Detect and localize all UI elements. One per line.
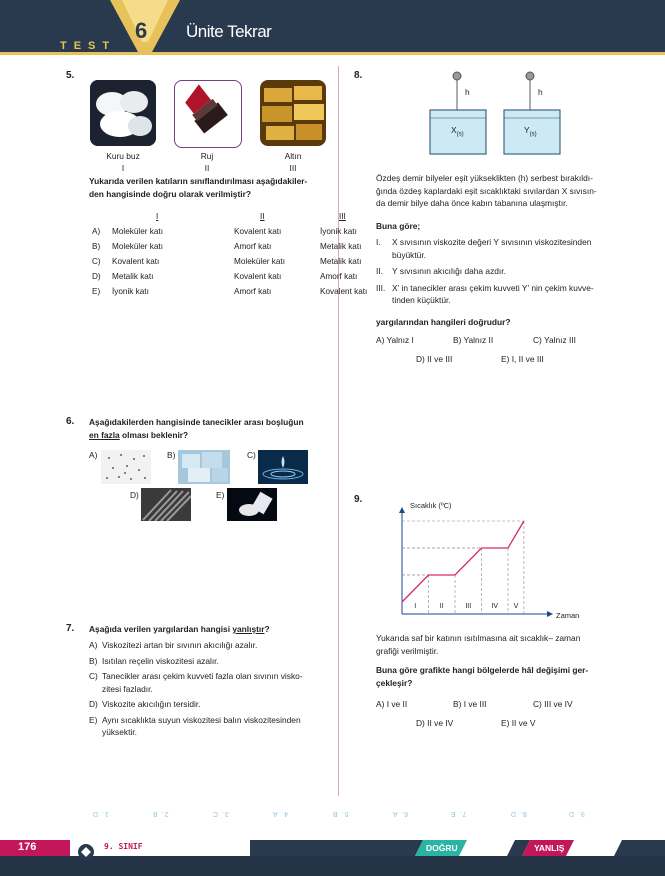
q9-body bbox=[376, 632, 626, 657]
q8-option-d[interactable]: D) II ve III bbox=[416, 354, 453, 364]
option-cell: Kovalent katı bbox=[320, 287, 368, 296]
q5-question-line2: den hangisinde doğru olarak verilmiştir? bbox=[89, 188, 251, 199]
option-label: B) bbox=[89, 655, 98, 666]
option-text: Tanecikler arası çekim kuvveti fazla olan sıvının visko- bbox=[102, 671, 303, 681]
q8-statement-2 bbox=[376, 265, 626, 278]
statement-text: X’ in tanecikler arası çekim kuvveti Y’ nin çekim kuvve- bbox=[392, 282, 594, 293]
option-cell: Moleküler katı bbox=[234, 257, 285, 266]
q8-liquid-x bbox=[451, 124, 464, 141]
q5-item-2-name: Ruj bbox=[200, 151, 214, 161]
region-label-2: II bbox=[439, 603, 444, 610]
option-cell: Moleküler katı bbox=[112, 227, 163, 236]
q6-line2-rest: olması beklenir? bbox=[119, 429, 189, 440]
q9-chart bbox=[380, 496, 580, 626]
option-cell: Kovalent katı bbox=[234, 227, 282, 236]
q9-x-axis-label: Zaman bbox=[556, 611, 580, 620]
unit-number: 6 bbox=[135, 18, 148, 43]
column-divider bbox=[338, 66, 339, 796]
statement-text: tinden küçüktür. bbox=[392, 295, 451, 305]
q5-options-table bbox=[92, 212, 367, 302]
q9-body-line: Yukarıda saf bir katının ısıtılmasına ait sıcaklık– zaman bbox=[376, 633, 581, 643]
q8-buna-gore: Buna göre; bbox=[376, 221, 421, 231]
q5-col-header-1: I bbox=[156, 212, 159, 221]
option-text: Isıtılan reçelin viskozitesi azalır. bbox=[102, 655, 219, 666]
q5-item-2-roman: II bbox=[204, 163, 210, 173]
q5-item-1-roman: I bbox=[121, 163, 125, 173]
q6-number: 6. bbox=[66, 416, 75, 427]
page-title: Ünite Tekrar bbox=[186, 22, 272, 41]
q7-option-a[interactable] bbox=[89, 639, 334, 652]
q9-body-line: grafiği verilmiştir. bbox=[376, 645, 439, 656]
q6-line1: Aşağıdakilerden hangisinde tanecikler arası boşluğun bbox=[89, 417, 304, 427]
q5-item-3-roman: III bbox=[289, 163, 297, 173]
option-label: A) bbox=[89, 640, 98, 650]
q6-emphasis: en fazla bbox=[89, 429, 120, 440]
q8-statement-1 bbox=[376, 236, 626, 261]
statement-text: X sıvısının viskozite değeri Y sıvısının viskozitesinden bbox=[392, 237, 592, 247]
q7-option-b[interactable] bbox=[89, 655, 334, 668]
answer-key-8: 8. D bbox=[510, 810, 527, 817]
region-label-1: I bbox=[414, 603, 417, 610]
q8-x-letter: X bbox=[451, 125, 457, 135]
footer-grade-bg bbox=[70, 840, 250, 856]
option-cell: Metalik katı bbox=[320, 257, 362, 266]
option-cell: Kovalent katı bbox=[112, 257, 160, 266]
test-label: TEST bbox=[60, 40, 117, 52]
q9-option-a[interactable]: A) I ve II bbox=[376, 699, 408, 709]
roman: II. bbox=[376, 266, 383, 276]
footer-bottom bbox=[0, 856, 665, 876]
q5-item-3-name: Altın bbox=[284, 151, 302, 161]
q8-body-line: ğında özdeş kaplardaki eşit sıcaklıktaki sıvılardan X sıvısın- bbox=[376, 185, 597, 196]
option-label: E) bbox=[92, 287, 101, 296]
option-cell: Amorf katı bbox=[234, 287, 272, 296]
q5-number: 5. bbox=[66, 70, 75, 81]
q8-question: yargılarından hangileri doğrudur? bbox=[376, 317, 511, 327]
correct-label: DOĞRU bbox=[426, 843, 458, 853]
option-text: Viskozitezi artan bir sıvının akıcılığı azalır. bbox=[102, 640, 258, 650]
publisher-logo-icon bbox=[76, 842, 96, 862]
q8-height-label-y: h bbox=[538, 87, 543, 97]
q8-statement-3 bbox=[376, 282, 626, 307]
q7-stem-end: ? bbox=[264, 624, 270, 634]
q6-option-a-image[interactable] bbox=[101, 450, 151, 484]
option-text: zitesi fazladır. bbox=[102, 683, 153, 694]
option-cell: İyonik katı bbox=[112, 287, 149, 296]
dry-ice-image bbox=[90, 80, 156, 146]
q6-option-c-image[interactable] bbox=[258, 450, 308, 484]
q8-option-e[interactable]: E) I, II ve III bbox=[501, 354, 544, 364]
q7-option-e[interactable] bbox=[89, 714, 334, 739]
statement-text: büyüktür. bbox=[392, 249, 426, 260]
q6-question bbox=[89, 416, 334, 441]
option-text: Viskozite akıcılığın tersidir. bbox=[102, 699, 201, 709]
q8-x-state: (s) bbox=[456, 131, 464, 138]
answer-key-6: 6. A bbox=[392, 810, 409, 817]
option-cell: Metalik katı bbox=[112, 272, 154, 281]
q9-option-d[interactable]: D) II ve IV bbox=[416, 718, 454, 728]
q7-emphasis: yanlıştır bbox=[232, 624, 265, 634]
q5-option-b[interactable] bbox=[92, 242, 367, 257]
option-label: B) bbox=[92, 242, 101, 251]
statement-text: Y sıvısının akıcılığı daha azdır. bbox=[392, 266, 506, 276]
answer-key-7: 7. E bbox=[450, 810, 467, 817]
q5-col-header-2: II bbox=[260, 212, 265, 221]
q8-body-line: Özdeş demir bilyeler eşit yükseklikten (h) serbest bırakıldı- bbox=[376, 173, 593, 183]
roman: I. bbox=[376, 237, 381, 247]
q7-option-c[interactable] bbox=[89, 670, 334, 695]
lipstick-image bbox=[174, 80, 242, 148]
q6-option-e-image[interactable] bbox=[227, 488, 277, 521]
option-cell: Moleküler katı bbox=[112, 242, 163, 251]
grade-label: 9. SINIF bbox=[104, 842, 143, 851]
option-label: C) bbox=[92, 257, 101, 266]
q8-height-label-x: h bbox=[465, 87, 470, 97]
q8-body-line: da demir bilye daha önce kabın tabanına ulaşmıştır. bbox=[376, 198, 568, 208]
q9-y-axis-label: Sıcaklık (ºC) bbox=[410, 501, 452, 510]
q6-option-c-label[interactable]: C) bbox=[247, 450, 256, 460]
q7-number: 7. bbox=[66, 623, 75, 634]
q5-col-header-3: III bbox=[339, 212, 346, 221]
q6-option-e-label[interactable]: E) bbox=[216, 490, 225, 500]
q5-option-e[interactable] bbox=[92, 287, 367, 302]
q5-item-1-name: Kuru buz bbox=[106, 151, 140, 161]
answer-key-4: 4. A bbox=[272, 810, 289, 817]
q8-y-letter: Y bbox=[524, 125, 530, 135]
q8-option-b[interactable]: B) Yalnız II bbox=[453, 335, 494, 345]
q5-option-c[interactable] bbox=[92, 257, 367, 272]
q5-question-line1: Yukarıda verilen katıların sınıflandırılması aşağıdakiler- bbox=[89, 176, 308, 186]
region-label-5: V bbox=[513, 603, 519, 610]
q5-option-d[interactable] bbox=[92, 272, 367, 287]
answer-key-5: 5. B bbox=[332, 810, 349, 817]
q7-stem: Aşağıda verilen yargılardan hangisi bbox=[89, 624, 233, 634]
option-cell: Amorf katı bbox=[234, 242, 272, 251]
q7-option-d[interactable] bbox=[89, 698, 334, 711]
q5-option-a[interactable] bbox=[92, 227, 367, 242]
answer-key-9: 9. D bbox=[568, 810, 585, 817]
q8-option-a[interactable]: A) Yalnız I bbox=[376, 335, 414, 345]
q8-option-c[interactable]: C) Yalnız III bbox=[533, 335, 576, 345]
q7-question bbox=[89, 623, 334, 636]
option-cell: Metalik katı bbox=[320, 242, 362, 251]
temperature-curve bbox=[402, 521, 524, 602]
q6-option-d-image[interactable] bbox=[141, 488, 191, 521]
wrong-label: YANLIŞ bbox=[534, 843, 565, 853]
q9-option-b[interactable]: B) I ve III bbox=[453, 699, 487, 709]
option-text: Aynı sıcaklıkta suyun viskozitesi balın viskozitesinden bbox=[102, 714, 301, 725]
answer-key-3: 3. C bbox=[212, 810, 229, 817]
region-label-3: III bbox=[465, 603, 472, 610]
q6-option-b-image[interactable] bbox=[178, 450, 230, 484]
option-cell: Amorf katı bbox=[320, 272, 358, 281]
option-label: D) bbox=[89, 699, 98, 709]
q8-y-state: (s) bbox=[529, 131, 537, 138]
q7-options bbox=[89, 639, 334, 739]
option-label: D) bbox=[92, 272, 101, 281]
q8-number: 8. bbox=[354, 70, 363, 81]
q9-option-e[interactable]: E) II ve V bbox=[501, 718, 536, 728]
option-cell: Kovalent katı bbox=[234, 272, 282, 281]
q6-option-b-label[interactable]: B) bbox=[167, 450, 176, 460]
q6-option-a-label[interactable]: A) bbox=[89, 450, 98, 460]
q9-question-line: çekleşir? bbox=[376, 677, 413, 688]
header-stripe bbox=[0, 52, 665, 55]
gold-bars-image bbox=[260, 80, 326, 146]
page-number: 176 bbox=[18, 841, 37, 853]
option-cell: İyonik katı bbox=[320, 227, 357, 236]
q9-number: 9. bbox=[354, 494, 363, 505]
q8-statements bbox=[376, 236, 626, 307]
option-label: A) bbox=[92, 227, 101, 236]
option-label: E) bbox=[89, 714, 98, 725]
q9-option-c[interactable]: C) III ve IV bbox=[533, 699, 573, 709]
q8-diagram bbox=[420, 66, 580, 156]
answer-key-2: 2. B bbox=[152, 810, 169, 817]
option-label: C) bbox=[89, 671, 98, 681]
q8-body bbox=[376, 172, 626, 210]
q6-option-d-label[interactable]: D) bbox=[130, 490, 139, 500]
option-text: yüksektir. bbox=[102, 727, 137, 737]
answer-key-1: 1. D bbox=[92, 810, 109, 817]
q5-question bbox=[89, 175, 329, 200]
q8-liquid-y bbox=[524, 124, 537, 141]
q9-question-line: Buna göre grafikte hangi bölgelerde hâl değişimi ger- bbox=[376, 665, 589, 675]
roman: III. bbox=[376, 282, 386, 293]
region-label-4: IV bbox=[491, 603, 499, 610]
q9-question bbox=[376, 664, 626, 689]
